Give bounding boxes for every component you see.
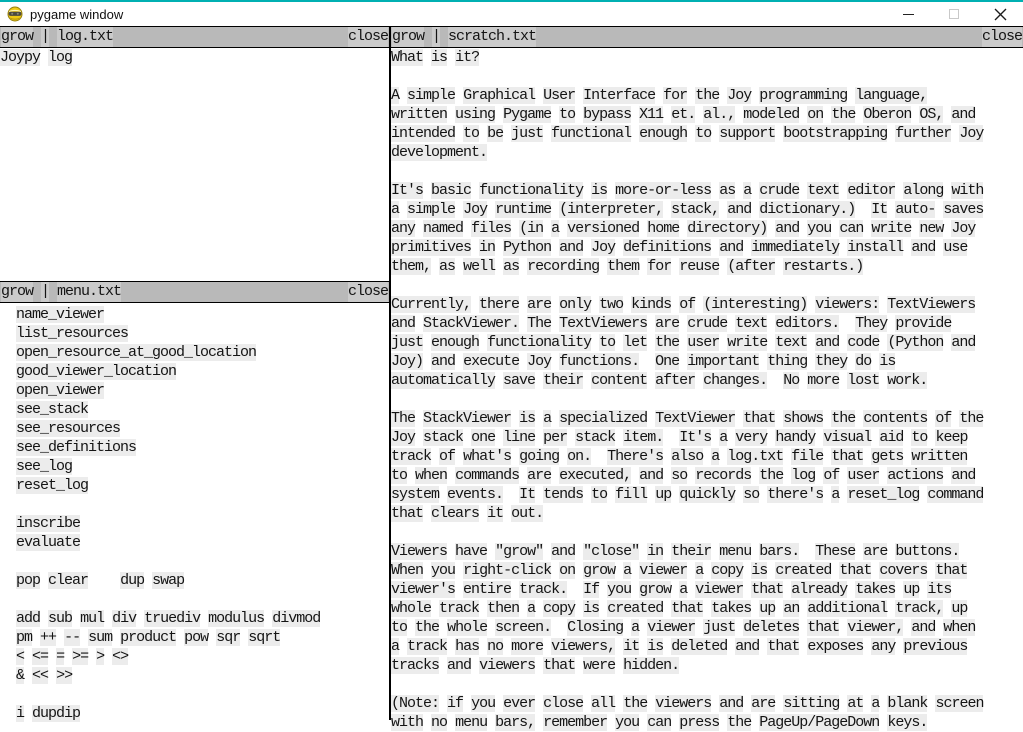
menubar-separator: | <box>41 283 50 300</box>
text-line <box>391 523 1023 542</box>
text-line: & << >> <box>16 667 73 684</box>
menubar-scratch <box>391 26 1023 48</box>
maximize-button[interactable] <box>931 2 977 26</box>
menubar-log <box>0 26 389 48</box>
text-line: A simple Graphical User Interface for the Joy programming language, <box>391 87 928 104</box>
menu-text-area[interactable] <box>0 303 389 723</box>
text-line: inscribe <box>16 515 81 532</box>
text-line: whole track then a copy is created that takes up an additional track, up <box>391 600 968 617</box>
text-line: < <= = >= > <> <box>16 648 129 665</box>
text-line: see_stack <box>16 401 89 418</box>
text-line: to when commands are executed, and so records the log of user actions and <box>391 467 976 484</box>
text-line <box>391 675 1023 694</box>
text-line: them, as well as recording them for reuse (after restarts.) <box>391 258 864 275</box>
viewer-title: menu.txt <box>57 283 122 300</box>
log-text-area[interactable] <box>0 48 389 281</box>
text-line: track of what's going on. There's also a log.txt file that gets written <box>391 448 968 465</box>
close-window-button[interactable] <box>977 2 1023 26</box>
title-bar[interactable] <box>0 0 1023 26</box>
text-line: and StackViewer. The TextViewers are crude text editors. They provide <box>391 315 952 332</box>
text-line: intended to be just functional enough to support bootstrapping further Joy <box>391 125 984 142</box>
text-line: Joy stack one line per stack item. It's a very handy visual aid to keep <box>391 429 968 446</box>
text-line <box>391 162 1023 181</box>
text-line <box>391 390 1023 409</box>
close-viewer-button[interactable]: close <box>347 28 388 45</box>
grow-button[interactable]: grow <box>1 283 34 300</box>
text-line: viewer's entire track. If you grow a viewer that already takes up its <box>391 581 952 598</box>
scratch-text-area[interactable] <box>391 48 1023 732</box>
text-line: list_resources <box>16 325 129 342</box>
viewer-menu <box>0 281 389 723</box>
text-line: (Note: if you ever close all the viewers and are sitting at a blank screen <box>391 695 984 712</box>
text-line: with no menu bars, remember you can press the PageUp/PageDown keys. <box>391 714 928 731</box>
text-line: name_viewer <box>16 306 105 323</box>
text-line: see_resources <box>16 420 121 437</box>
window-title: pygame window <box>30 6 124 22</box>
window-controls <box>885 2 1023 26</box>
text-line: What is it? <box>391 49 480 66</box>
text-line: good_viewer_location <box>16 363 177 380</box>
text-line: add sub mul div truediv modulus divmod <box>16 610 321 627</box>
maximize-icon <box>949 9 959 19</box>
text-line <box>0 590 389 609</box>
text-line <box>0 552 389 571</box>
text-line: primitives in Python and Joy definitions and immediately install and use <box>391 239 968 256</box>
right-track <box>391 26 1023 731</box>
viewer-log <box>0 26 389 281</box>
text-line: written using Pygame to bypass X11 et. al., modeled on the Oberon OS, and <box>391 106 976 123</box>
text-line: a track has no more viewers, it is deleted and that exposes any previous <box>391 638 968 655</box>
text-line: see_log <box>16 458 73 475</box>
text-line: It's basic functionality is more-or-less as a crude text editor along with <box>391 182 984 199</box>
text-line: pop clear dup swap <box>16 572 185 589</box>
text-line: open_resource_at_good_location <box>16 344 257 361</box>
close-icon <box>994 8 1007 21</box>
text-line: any named files (in a versioned home directory) and you can write new Joy <box>391 220 976 237</box>
viewer-title: log.txt <box>57 28 114 45</box>
text-line <box>0 495 389 514</box>
text-line: Joy) and execute Joy functions. One important thing they do is <box>391 353 896 370</box>
text-line: Currently, there are only two kinds of (interesting) viewers: TextViewers <box>391 296 976 313</box>
text-line: pm ++ -- sum product pow sqr sqrt <box>16 629 281 646</box>
viewer-title: scratch.txt <box>448 28 537 45</box>
text-line: development. <box>391 144 488 161</box>
text-line <box>0 685 389 704</box>
menubar-separator: | <box>432 28 441 45</box>
desktop-tracks <box>0 26 1023 731</box>
text-line <box>391 67 1023 86</box>
text-line: The StackViewer is a specialized TextViewer that shows the contents of the <box>391 410 984 427</box>
text-line: just enough functionality to let the user write text and code (Python and <box>391 334 976 351</box>
text-line <box>391 276 1023 295</box>
left-track <box>0 26 389 720</box>
menubar-menu <box>0 281 389 303</box>
text-line: to the whole screen. Closing a viewer just deletes that viewer, and when <box>391 619 976 636</box>
text-line: a simple Joy runtime (interpreter, stack, and dictionary.) It auto- saves <box>391 201 984 218</box>
text-line: Joypy log <box>0 49 73 66</box>
pygame-icon <box>7 6 23 22</box>
close-viewer-button[interactable]: close <box>347 283 388 300</box>
text-line: see_definitions <box>16 439 137 456</box>
text-line: automatically save their content after changes. No more lost work. <box>391 372 928 389</box>
viewer-scratch <box>391 26 1023 731</box>
minimize-icon <box>903 14 914 15</box>
minimize-button[interactable] <box>885 2 931 26</box>
text-line: When you right-click on grow a viewer a copy is created that covers that <box>391 562 968 579</box>
menubar-separator: | <box>41 28 50 45</box>
text-line: tracks and viewers that were hidden. <box>391 657 680 674</box>
text-line: evaluate <box>16 534 81 551</box>
close-viewer-button[interactable]: close <box>981 28 1022 45</box>
text-line: reset_log <box>16 477 89 494</box>
text-line: that clears it out. <box>391 505 544 522</box>
text-line: open_viewer <box>16 382 105 399</box>
text-line: system events. It tends to fill up quickly so there's a reset_log command <box>391 486 984 503</box>
text-line: Viewers have "grow" and "close" in their menu bars. These are buttons. <box>391 543 960 560</box>
text-line: i dupdip <box>16 705 81 722</box>
grow-button[interactable]: grow <box>1 28 34 45</box>
grow-button[interactable]: grow <box>392 28 425 45</box>
